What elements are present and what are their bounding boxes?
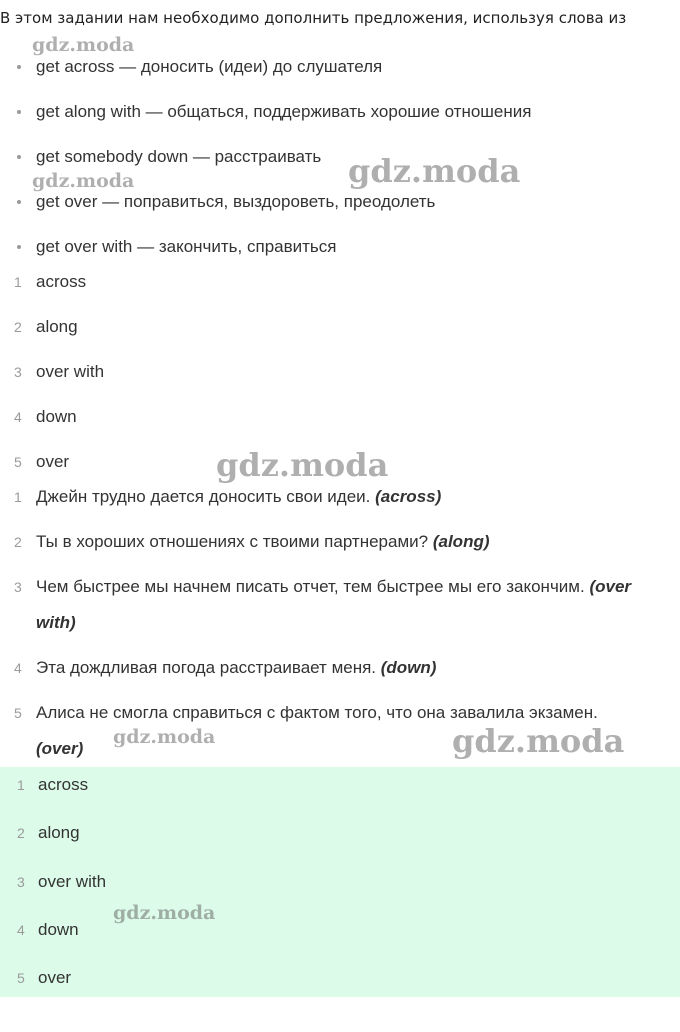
sentence-text: Чем быстрее мы начнем писать отчет, тем быстрее мы его закончим. [36,577,585,596]
sentence-answer: (down) [380,658,437,677]
item-number: 5 [14,454,22,470]
bullet-icon [17,200,21,204]
watermark: gdz.moda [113,902,216,924]
answer-text: over with [36,362,105,381]
watermark: gdz.moda [452,722,625,760]
bullet-icon [17,110,21,114]
answer-text: down [38,920,79,939]
sentence-line [36,524,490,560]
item-number: 3 [14,579,22,595]
item-number: 4 [14,660,22,676]
sentence-answer: (over [589,577,632,596]
item-number: 3 [17,874,25,890]
watermark: gdz.moda [32,170,135,192]
answer-text: down [36,407,77,426]
sentence-answer: (over) [36,739,84,758]
phrase-text: get over with — закончить, справиться [36,237,337,256]
phrase-text: get along with — общаться, поддерживать хорошие отношения [36,102,532,121]
answer-text: across [36,272,87,291]
answer-text: along [38,823,80,842]
item-number: 2 [14,534,22,550]
sentence-line [36,569,631,605]
phrase-text: get over — поправиться, выздороветь, преодолеть [36,192,436,211]
watermark: gdz.moda [32,34,135,56]
watermark: gdz.moda [216,446,389,484]
answer-text: along [36,317,78,336]
item-number: 4 [14,409,22,425]
sentence-answer: (along) [432,532,490,551]
sentence-line [36,479,441,515]
phrase-text: get somebody down — расстраивать [36,147,322,166]
bullet-icon [17,245,21,249]
sentence-answer: (across) [375,487,442,506]
item-number: 3 [14,364,22,380]
answer-block [0,767,680,997]
answer-text: over [36,452,70,471]
answer-text: over with [38,872,107,891]
item-number: 1 [17,777,25,793]
phrase-text: get across — доносить (идеи) до слушателя [36,57,383,76]
sentence-text: Ты в хороших отношениях с твоими партнерами? [36,532,429,551]
answer-text: over [38,968,72,987]
item-number: 2 [17,825,25,841]
sentence-line [36,650,436,686]
item-number: 1 [14,489,22,505]
item-number: 4 [17,922,25,938]
sentence-text: Джейн трудно дается доносить свои идеи. [36,487,371,506]
intro-text: В этом задании нам необходимо дополнить предложения, используя слова из [0,9,627,27]
watermark: gdz.moda [348,152,521,190]
item-number: 2 [14,319,22,335]
answer-text: across [38,775,89,794]
item-number: 5 [14,705,22,721]
item-number: 1 [14,274,22,290]
sentence-text: Алиса не смогла справиться с фактом того, что она завалила экзамен. [36,703,598,722]
bullet-icon [17,155,21,159]
bullet-icon [17,65,21,69]
sentence-answer: with) [36,613,76,632]
item-number: 5 [17,970,25,986]
sentence-text: Эта дождливая погода расстраивает меня. [36,658,377,677]
watermark: gdz.moda [113,726,216,748]
